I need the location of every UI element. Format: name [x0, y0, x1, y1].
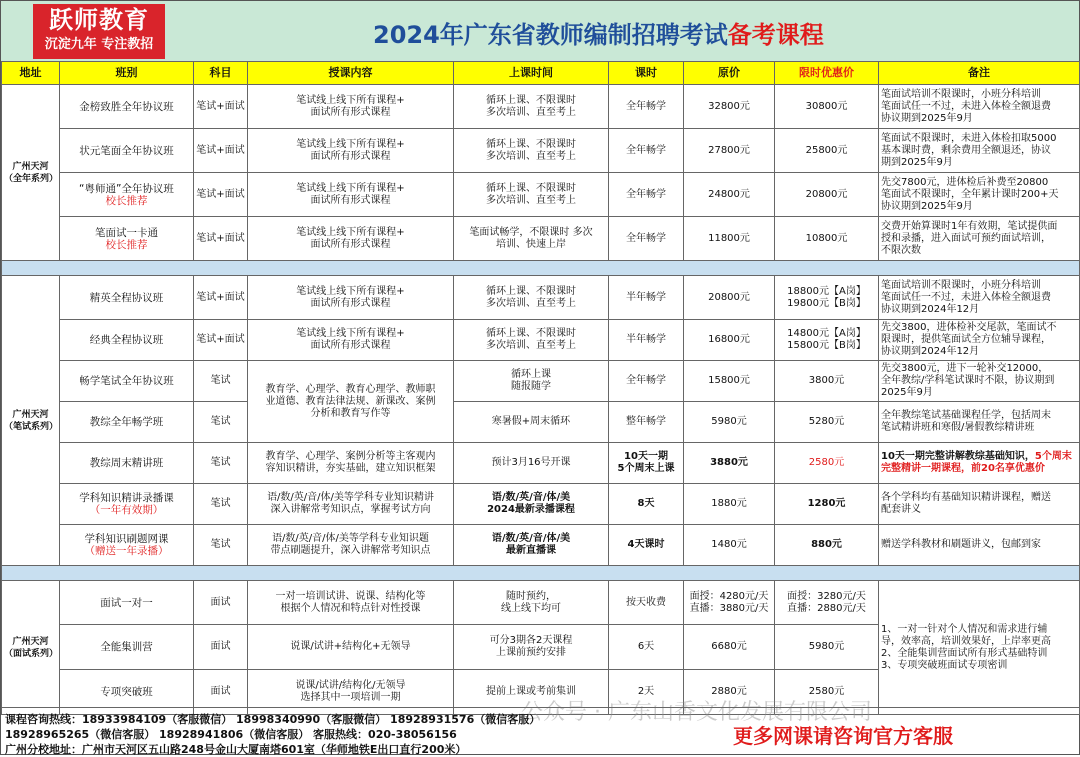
- price-cell: 3880元: [684, 443, 775, 484]
- table-row: [2, 217, 1080, 261]
- class-name: 面试一对一: [100, 596, 153, 609]
- class-name: 笔面试一卡通: [95, 226, 158, 239]
- price-cell: 16800元: [684, 320, 775, 361]
- note-cell: 笔面试培训不限课时，小班分科培训 笔面试任一不过，未进入体检全额退费 协议期到2024年12月: [879, 276, 1080, 320]
- class-name: 精英全程协议班: [89, 291, 164, 304]
- col-class: 班别: [60, 62, 194, 85]
- logo-top: 跃师教育: [49, 6, 149, 34]
- time-cell: 循环上课、不限课时 多次培训、直至考上: [454, 276, 609, 320]
- class-name-cell: [60, 443, 194, 484]
- header-row: [2, 62, 1080, 85]
- class-name-cell: [60, 320, 194, 361]
- region-cell: 广州天河 （笔试系列）: [2, 276, 60, 566]
- subject-cell: 面试: [194, 670, 248, 715]
- time-cell: 提前上课或考前集训: [454, 670, 609, 715]
- note-cell: 先交3800元，进下一轮补交12000， 全年教综/学科笔试课时不限，协议期到 2025年9月: [879, 361, 1080, 402]
- footer: [1, 707, 1079, 755]
- content-cell: 笔试线上线下所有课程+ 面试所有形式课程: [248, 85, 454, 129]
- note-cell: 交费开始算课时1年有效期，笔试提供面 授和录播，进入面试可预约面试培训， 不限次数: [879, 217, 1080, 261]
- class-name: 畅学笔试全年协议班: [79, 375, 174, 387]
- contact-line-2: 18928965265（微信客服） 18928941806（微信客服） 客服热线：020-38056156: [5, 728, 457, 741]
- content-cell: 说课/试讲+结构化+无领导: [248, 625, 454, 670]
- content-cell: 笔试线上线下所有课程+ 面试所有形式课程: [248, 320, 454, 361]
- hours-cell: 全年畅学: [609, 217, 684, 261]
- price-cell: 1480元: [684, 525, 775, 566]
- class-name-cell: [60, 217, 194, 261]
- content-cell: 教育学、心理学、案例分析等主客观内 容知识精讲，夯实基础，建立知识框架: [248, 443, 454, 484]
- subject-cell: 笔试: [194, 361, 248, 402]
- table-row: [2, 484, 1080, 525]
- note-cell: 赠送学科教材和刷题讲义，包邮到家: [879, 525, 1080, 566]
- col-note: 备注: [879, 62, 1080, 85]
- note-cell: [879, 443, 1080, 484]
- class-name: 教综周末精讲班: [89, 457, 164, 469]
- header: [1, 1, 1079, 62]
- note-main: 10天一期完整讲解教综基础知识，: [881, 451, 1035, 462]
- note-cell: 1、一对一针对个人情况和需求进行辅 导，效率高，培训效果好，上岸率更高 2、全能集训营面试所有形式基础特训 3、专项突破班面试专项密训: [879, 581, 1080, 715]
- time-cell: 循环上课、不限课时 多次培训、直至考上: [454, 320, 609, 361]
- hours-cell: 半年畅学: [609, 276, 684, 320]
- subject-cell: 笔试+面试: [194, 276, 248, 320]
- class-name: 经典全程协议班: [89, 334, 164, 346]
- subject-cell: 笔试+面试: [194, 320, 248, 361]
- note-cell: 先交7800元，进体检后补费至20800 笔面试不限课时，全年累计课时200+天 协议期到2025年9月: [879, 173, 1080, 217]
- subject-cell: 笔试: [194, 402, 248, 443]
- price-cell: 32800元: [684, 85, 775, 129]
- content-cell: 笔试线上线下所有课程+ 面试所有形式课程: [248, 276, 454, 320]
- class-name-cell: [60, 625, 194, 670]
- price-cell: 24800元: [684, 173, 775, 217]
- subject-cell: 面试: [194, 625, 248, 670]
- content-cell: 说课/试讲/结构化/无领导 选择其中一项培训一期: [248, 670, 454, 715]
- class-name: 金榜致胜全年协议班: [79, 100, 174, 113]
- note-cell: 全年教综笔试基础课程任学，包括周末 笔试精讲班和寒假/暑假教综精讲班: [879, 402, 1080, 443]
- subject-cell: 笔试+面试: [194, 85, 248, 129]
- class-name: 全能集训营: [100, 641, 153, 653]
- discount-cell: 18800元【A岗】 19800元【B岗】: [775, 276, 879, 320]
- separator-cell: [2, 261, 1080, 276]
- class-tag: 校长推荐: [105, 194, 148, 207]
- table-row: [2, 129, 1080, 173]
- title-main: 2024年广东省教师编制招聘考试: [373, 21, 728, 49]
- hours-cell: 全年畅学: [609, 129, 684, 173]
- table-row: [2, 85, 1080, 129]
- class-tag: （赠送一年录播）: [84, 545, 169, 557]
- hours-cell: 10天一期 5个周末上课: [609, 443, 684, 484]
- subject-cell: 笔试: [194, 525, 248, 566]
- watermark: 公众号 · 广东山香文化发展有限公司: [521, 700, 872, 725]
- class-name: 学科知识刷题网课: [84, 533, 169, 545]
- content-cell: 一对一培训试讲、说课、结构化等 根据个人情况和特点针对性授课: [248, 581, 454, 625]
- price-cell: 6680元: [684, 625, 775, 670]
- content-cell: 语/数/英/音/体/美等学科专业知识题 带点刷题提升，深入讲解常考知识点: [248, 525, 454, 566]
- class-name: 教综全年畅学班: [89, 416, 164, 428]
- note-highlight: 5个周末完整精讲一期课程，前20名享优惠价: [881, 451, 1072, 474]
- time-cell: 循环上课、不限课时 多次培训、直至考上: [454, 129, 609, 173]
- time-cell: 语/数/英/音/体/美 最新直播课: [454, 525, 609, 566]
- time-cell: 随时预约， 线上线下均可: [454, 581, 609, 625]
- subject-cell: 笔试: [194, 484, 248, 525]
- discount-cell: 30800元: [775, 85, 879, 129]
- price-cell: 2880元: [684, 670, 775, 715]
- class-name-cell: [60, 581, 194, 625]
- class-name-cell: [60, 484, 194, 525]
- discount-cell: 5280元: [775, 402, 879, 443]
- col-price: 原价: [684, 62, 775, 85]
- time-cell: 寒暑假+周末循环: [454, 402, 609, 443]
- content-cell: 语/数/英/音/体/美等学科专业知识精讲 深入讲解常考知识点，掌握考试方向: [248, 484, 454, 525]
- discount-cell: 1280元: [775, 484, 879, 525]
- time-cell: 循环上课、不限课时 多次培训、直至考上: [454, 85, 609, 129]
- region-cell: 广州天河 （全年系列）: [2, 85, 60, 261]
- table-row: [2, 525, 1080, 566]
- class-tag: 校长推荐: [105, 238, 148, 251]
- class-name-cell: [60, 525, 194, 566]
- class-name-cell: [60, 129, 194, 173]
- discount-cell: 25800元: [775, 129, 879, 173]
- discount-cell: 3800元: [775, 361, 879, 402]
- subject-cell: 笔试: [194, 443, 248, 484]
- price-cell: 15800元: [684, 361, 775, 402]
- class-name-cell: [60, 276, 194, 320]
- hours-cell: 4天课时: [609, 525, 684, 566]
- content-cell: 笔试线上线下所有课程+ 面试所有形式课程: [248, 217, 454, 261]
- class-name-cell: [60, 173, 194, 217]
- time-cell: 可分3期各2天课程 上课前预约安排: [454, 625, 609, 670]
- address-line: 广州分校地址：广州市天河区五山路248号金山大厦南塔601室（华师地铁E出口直行200米）: [5, 743, 467, 756]
- hours-cell: 半年畅学: [609, 320, 684, 361]
- table-body: [2, 85, 1080, 715]
- hours-cell: 整年畅学: [609, 402, 684, 443]
- col-region: 地址: [2, 62, 60, 85]
- discount-cell: 面授：3280元/天 直播：2880元/天: [775, 581, 879, 625]
- col-subject: 科目: [194, 62, 248, 85]
- price-cell: 11800元: [684, 217, 775, 261]
- price-cell: 5980元: [684, 402, 775, 443]
- price-cell: 20800元: [684, 276, 775, 320]
- subject-cell: 笔试+面试: [194, 217, 248, 261]
- hours-cell: 按天收费: [609, 581, 684, 625]
- course-table: [1, 61, 1080, 715]
- region-cell: 广州天河 （面试系列）: [2, 581, 60, 715]
- logo: [33, 4, 165, 59]
- col-discount: 限时优惠价: [775, 62, 879, 85]
- note-cell: 先交3800，进体检补交尾款，笔面试不 限课时，提供笔面试全方位辅导课程， 协议期到2024年12月: [879, 320, 1080, 361]
- hours-cell: 6天: [609, 625, 684, 670]
- discount-cell: 20800元: [775, 173, 879, 217]
- class-name: 专项突破班: [100, 686, 153, 698]
- col-hours: 课时: [609, 62, 684, 85]
- class-name-cell: [60, 85, 194, 129]
- note-cell: 各个学科均有基础知识精讲课程，赠送 配套讲义: [879, 484, 1080, 525]
- price-cell: 1880元: [684, 484, 775, 525]
- time-cell: 语/数/英/音/体/美 2024最新录播课程: [454, 484, 609, 525]
- table-row: [2, 402, 1080, 443]
- price-cell: 面授：4280元/天 直播：3880元/天: [684, 581, 775, 625]
- discount-cell: 14800元【A岗】 15800元【B岗】: [775, 320, 879, 361]
- cta-text: 更多网课请咨询官方客服: [733, 724, 953, 748]
- subject-cell: 面试: [194, 581, 248, 625]
- hours-cell: 全年畅学: [609, 361, 684, 402]
- col-time: 上课时间: [454, 62, 609, 85]
- discount-cell: 880元: [775, 525, 879, 566]
- time-cell: 循环上课 随报随学: [454, 361, 609, 402]
- col-content: 授课内容: [248, 62, 454, 85]
- hours-cell: 2天: [609, 670, 684, 715]
- subject-cell: 笔试+面试: [194, 173, 248, 217]
- logo-bottom: 沉淀九年 专注教招: [44, 37, 154, 52]
- hours-cell: 全年畅学: [609, 173, 684, 217]
- contact-line-1: 课程咨询热线：18933984109（客服微信） 18998340990（客服微信） 18928931576（微信客服）: [5, 713, 541, 726]
- group-separator: [2, 261, 1080, 276]
- note-cell: 笔面试培训不限课时，小班分科培训 笔面试任一不过，未进入体检全额退费 协议期到2025年9月: [879, 85, 1080, 129]
- group-separator: [2, 566, 1080, 581]
- page-title: [373, 15, 824, 50]
- time-cell: 循环上课、不限课时 多次培训、直至考上: [454, 173, 609, 217]
- discount-cell: 2580元: [775, 443, 879, 484]
- subject-cell: 笔试+面试: [194, 129, 248, 173]
- class-name-cell: [60, 402, 194, 443]
- hours-cell: 8天: [609, 484, 684, 525]
- content-cell: 笔试线上线下所有课程+ 面试所有形式课程: [248, 129, 454, 173]
- separator-cell: [2, 566, 1080, 581]
- discount-cell: 10800元: [775, 217, 879, 261]
- price-cell: 27800元: [684, 129, 775, 173]
- content-cell: 教育学、心理学、教育心理学、教师职 业道德、教育法律法规、新课改、案例 分析和教育写作等: [248, 361, 454, 443]
- table-row: [2, 320, 1080, 361]
- table-row: [2, 173, 1080, 217]
- time-cell: 预计3月16号开课: [454, 443, 609, 484]
- class-name: 学科知识精讲录播课: [79, 492, 174, 504]
- title-highlight: 备考课程: [727, 21, 824, 49]
- time-cell: 笔面试畅学，不限课时 多次 培训、快速上岸: [454, 217, 609, 261]
- table-row: [2, 276, 1080, 320]
- table-row: [2, 443, 1080, 484]
- note-cell: 笔面试不限课时，未进入体检扣取5000 基本课时费，剩余费用全额退还，协议 期到2025年9月: [879, 129, 1080, 173]
- content-cell: 笔试线上线下所有课程+ 面试所有形式课程: [248, 173, 454, 217]
- class-tag: （一年有效期）: [89, 504, 164, 516]
- class-name: “粤师通”全年协议班: [79, 182, 174, 195]
- class-name-cell: [60, 361, 194, 402]
- table-row: [2, 361, 1080, 402]
- discount-cell: 2580元: [775, 670, 879, 715]
- table-row: [2, 581, 1080, 625]
- discount-cell: 5980元: [775, 625, 879, 670]
- hours-cell: 全年畅学: [609, 85, 684, 129]
- class-name: 状元笔面全年协议班: [79, 144, 174, 157]
